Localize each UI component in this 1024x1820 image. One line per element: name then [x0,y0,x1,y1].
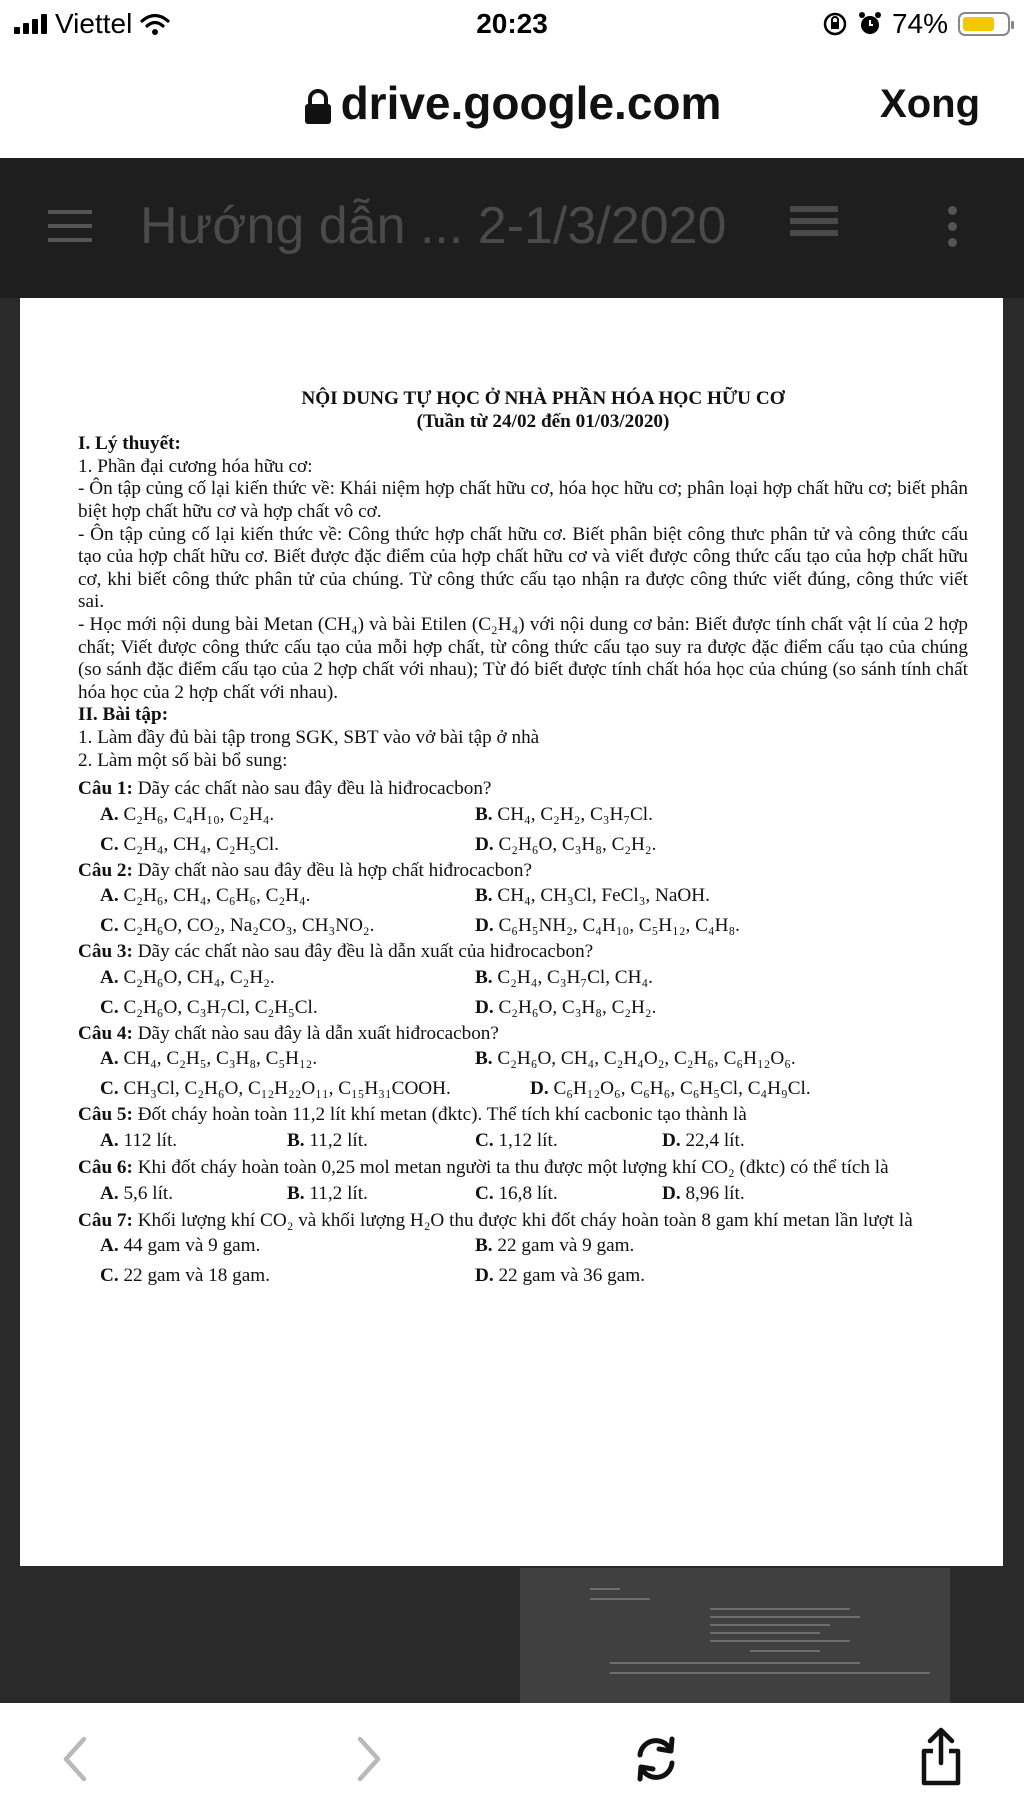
option-a: A. C₂H₆, C₄H₁₀, C₂H₄. [100,803,275,825]
option-b: B. CH₄, CH₃Cl, FeCl₃, NaOH. [475,885,710,907]
option-a: A. 112 lít. [100,1130,178,1152]
answer-row [78,831,968,860]
question-5 [78,1104,968,1127]
answer-row [78,1232,968,1262]
answer-row [78,1075,968,1104]
option-b: B. 11,2 lít. [287,1182,368,1204]
question-4 [78,1023,968,1046]
question-7 [78,1210,968,1233]
option-d: D. C₆H₁₂O₆, C₆H₆, C₆H₅Cl, C₄H₉Cl. [530,1078,811,1100]
option-a: A. 5,6 lít. [100,1182,174,1204]
answer-row [78,1045,968,1075]
doc-title: NỘI DUNG TỰ HỌC Ở NHÀ PHẦN HÓA HỌC HỮU CƠ [301,388,785,409]
list-view-icon[interactable] [790,206,838,246]
option-b: B. CH₄, C₂H₂, C₃H₇Cl. [475,803,653,825]
carrier-name: Viettel [55,8,133,39]
hamburger-menu-icon[interactable] [48,210,92,252]
reload-icon[interactable] [632,1733,680,1785]
forward-icon[interactable] [354,1735,384,1783]
section-1-item-1: 1. Phần đại cương hóa hữu cơ: [78,455,313,477]
option-b: B. 22 gam và 9 gam. [475,1235,635,1257]
section-1-paragraph-3: - Học mới nội dung bài Metan (CH₄) và bài Etilen (C₂H₄) với nội dung cơ bản: Biết được tính chất vật lí của 2 hợp chất; Viết được công thức cấu tạo của mỗi hợp chất, từ công thức cấu tạo suy ra được đặc điểm cấu tạo của chúng (so sánh đặc điểm cấu tạo của 2 hợp chất với nhau); Từ đó biết được tính chất hóa học của chúng (so sánh tính chất hóa học của 2 hợp chất với nhau). [78,613,968,703]
document-title: Hướng dẫn ... 2-1/3/2020 [140,197,727,255]
status-bar [0,0,1024,50]
question-label: Câu 2: [78,859,133,881]
question-3 [78,941,968,964]
document-page [20,298,1003,1566]
viewer-header [0,158,1024,298]
browser-toolbar [0,50,1024,158]
option-c: C. C₂H₆O, CO₂, Na₂CO₃, CH₃NO₂. [100,915,375,937]
option-b: B. C₂H₄, C₃H₇Cl, CH₄. [475,966,653,988]
lock-icon [303,88,333,126]
answer-row [78,994,968,1023]
question-text: Dãy các chất nào sau đây đều là hiđrocacbon? [132,778,492,800]
more-vert-icon[interactable] [948,206,957,254]
option-b: B. 11,2 lít. [287,1130,368,1152]
answer-row [78,1180,968,1210]
option-a: A. C₂H₆, CH₄, C₆H₆, C₂H₄. [100,885,311,907]
rotation-lock-icon [822,11,848,37]
option-c: C. 22 gam và 18 gam. [100,1265,270,1287]
share-icon[interactable] [918,1727,964,1787]
section-1-heading: I. Lý thuyết: [78,433,181,455]
section-1-paragraph-1: - Ôn tập củng cố lại kiến thức về: Khái niệm hợp chất hữu cơ, hóa học hữu cơ; phân loại hợp chất hữu cơ; biết phân biệt hợp chất hữu cơ và hợp chất vô cơ. [78,478,968,522]
next-page-thumbnail [520,1568,950,1703]
question-1 [78,778,968,801]
question-6 [78,1157,968,1180]
option-a: A. CH₄, C₂H₅, C₃H₈, C₅H₁₂. [100,1048,318,1070]
url-text: drive.google.com [340,77,722,129]
question-label: Câu 1: [78,778,133,800]
section-2-item-2: 2. Làm một số bài bổ sung: [78,749,288,771]
answer-row [78,1127,968,1157]
question-text: Dãy các chất nào sau đây đều là dẫn xuất của hiđrocacbon? [132,941,594,963]
question-text: Đốt cháy hoàn toàn 11,2 lít khí metan (đktc). Thể tích khí cacbonic tạo thành là [132,1104,747,1126]
option-c: C. 16,8 lít. [475,1182,558,1204]
battery-percent: 74% [891,8,948,39]
back-icon[interactable] [60,1735,90,1783]
answer-row [78,912,968,941]
answer-row [78,1262,968,1291]
option-d: D. 22 gam và 36 gam. [475,1265,645,1287]
option-c: C. CH₃Cl, C₂H₆O, C₁₂H₂₂O₁₁, C₁₅H₃₁COOH. [100,1078,451,1100]
option-c: C. C₂H₄, CH₄, C₂H₅Cl. [100,833,279,855]
done-button[interactable]: Xong [880,82,980,126]
option-a: A. C₂H₆O, CH₄, C₂H₂. [100,966,275,988]
question-label: Câu 7: [78,1209,133,1231]
option-d: D. C₂H₆O, C₃H₈, C₂H₂. [475,833,657,855]
option-d: D. 8,96 lít. [662,1182,745,1204]
option-d: D. C₂H₆O, C₃H₈, C₂H₂. [475,996,657,1018]
question-label: Câu 4: [78,1022,133,1044]
document-body [78,388,968,1291]
option-d: D. 22,4 lít. [662,1130,745,1152]
answer-row [78,882,968,912]
option-c: C. C₂H₆O, C₃H₇Cl, C₂H₅Cl. [100,996,318,1018]
url-display[interactable] [0,76,1024,130]
question-text: Khối lượng khí CO₂ và khối lượng H₂O thu được khi đốt cháy hoàn toàn 8 gam khí metan lần lượt là [132,1209,913,1231]
section-2-heading: II. Bài tập: [78,704,169,726]
section-2-item-1: 1. Làm đầy đủ bài tập trong SGK, SBT vào vở bài tập ở nhà [78,726,540,748]
question-text: Khi đốt cháy hoàn toàn 0,25 mol metan người ta thu được một lượng khí CO₂ (đktc) có thể tích là [132,1157,889,1179]
question-text: Dãy chất nào sau đây là dẫn xuất hiđrocacbon? [132,1022,499,1044]
alarm-icon [858,11,882,37]
answer-row [78,801,968,831]
battery-icon [958,12,1010,36]
option-c: C. 1,12 lít. [475,1130,558,1152]
option-b: B. C₂H₆O, CH₄, C₂H₄O₂, C₂H₆, C₆H₁₂O₆. [475,1048,796,1070]
section-1-paragraph-2: - Ôn tập củng cố lại kiến thức về: Công thức hợp chất hữu cơ. Biết phân biệt công thưc phân tử và công thức cấu tạo của hợp chất hữu cơ. Biết được đặc điểm của hợp chất hữu cơ và viết được công thức cấu tạo của hợp chất hữu cơ, khi biết công thức phân tử của chúng. Từ công thức cấu tạo nhận ra được công thức viết đúng, công thức viết sai. [78,523,968,613]
question-label: Câu 3: [78,941,133,963]
answer-row [78,964,968,994]
question-text: Dãy chất nào sau đây đều là hợp chất hiđrocacbon? [132,859,532,881]
option-a: A. 44 gam và 9 gam. [100,1235,261,1257]
bottom-toolbar [0,1703,1024,1820]
question-label: Câu 6: [78,1157,133,1179]
question-2 [78,860,968,883]
doc-subtitle: (Tuần từ 24/02 đến 01/03/2020) [416,410,670,432]
clock: 20:23 [476,8,548,39]
question-label: Câu 5: [78,1104,133,1126]
option-d: D. C₆H₅NH₂, C₄H₁₀, C₅H₁₂, C₄H₈. [475,915,740,937]
